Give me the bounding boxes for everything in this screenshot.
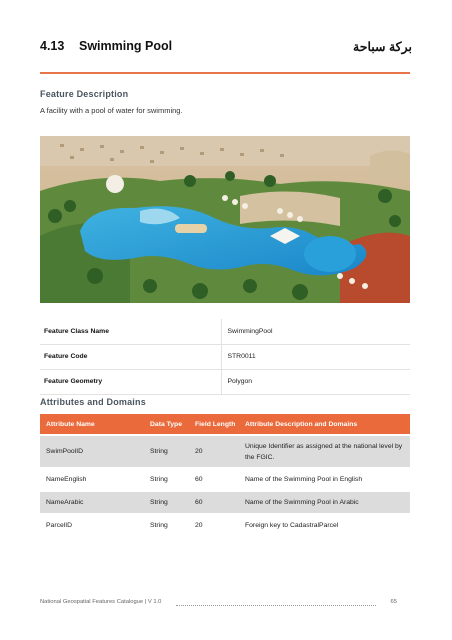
feature-description-heading: Feature Description <box>40 89 129 99</box>
data-type: String <box>150 448 168 455</box>
table-row <box>40 436 410 467</box>
attribute-name: ParcelID <box>46 522 73 529</box>
data-type: String <box>150 499 168 506</box>
footer-leader-dots <box>176 605 376 606</box>
section-number: 4.13 <box>40 39 65 53</box>
feature-class-name-label: Feature Class Name <box>40 319 221 344</box>
feature-code-value: STR0011 <box>221 344 410 369</box>
table-row <box>40 369 410 394</box>
field-length: 20 <box>195 522 203 529</box>
table-row <box>40 319 410 344</box>
section-title-arabic: بركة سباحة <box>353 40 412 54</box>
attribute-description: Name of the Swimming Pool in English <box>245 476 363 483</box>
feature-class-name-value: SwimmingPool <box>221 319 410 344</box>
data-type: String <box>150 476 168 483</box>
column-header-description: Attribute Description and Domains <box>245 420 358 428</box>
attribute-name: NameEnglish <box>46 476 87 483</box>
attribute-description: Unique Identifier as assigned at the national level by the FGIC. <box>245 442 403 461</box>
feature-geometry-label: Feature Geometry <box>40 369 221 394</box>
page-footer <box>40 599 412 609</box>
attribute-name: SwimPoolID <box>46 448 84 455</box>
table-row <box>40 492 410 513</box>
section-title: Swimming Pool <box>79 39 173 53</box>
table-row <box>40 469 410 490</box>
table-row <box>40 344 410 369</box>
attribute-description: Foreign key to CadastralParcel <box>245 522 339 529</box>
swimming-pool-photo <box>40 136 410 303</box>
data-type: String <box>150 522 168 529</box>
field-length: 60 <box>195 499 203 506</box>
column-header-attribute-name: Attribute Name <box>46 420 95 428</box>
column-header-field-length: Field Length <box>195 420 236 428</box>
field-length: 20 <box>195 448 203 455</box>
feature-geometry-value: Polygon <box>221 369 410 394</box>
field-length: 60 <box>195 476 203 483</box>
section-header <box>40 39 412 59</box>
feature-code-label: Feature Code <box>40 344 221 369</box>
attributes-header-row <box>40 414 410 434</box>
header-divider <box>40 72 410 74</box>
attribute-name: NameArabic <box>46 499 84 506</box>
footer-title: National Geospatial Features Catalogue | V 1.0 <box>40 599 162 605</box>
feature-properties-table <box>40 319 410 395</box>
column-header-data-type: Data Type <box>150 420 182 428</box>
attributes-heading: Attributes and Domains <box>40 397 146 407</box>
attributes-table <box>40 414 410 536</box>
attribute-description: Name of the Swimming Pool in Arabic <box>245 499 359 506</box>
table-row <box>40 515 410 536</box>
page-number: 65 <box>390 599 397 605</box>
feature-description-text: A facility with a pool of water for swimming. <box>40 106 183 115</box>
